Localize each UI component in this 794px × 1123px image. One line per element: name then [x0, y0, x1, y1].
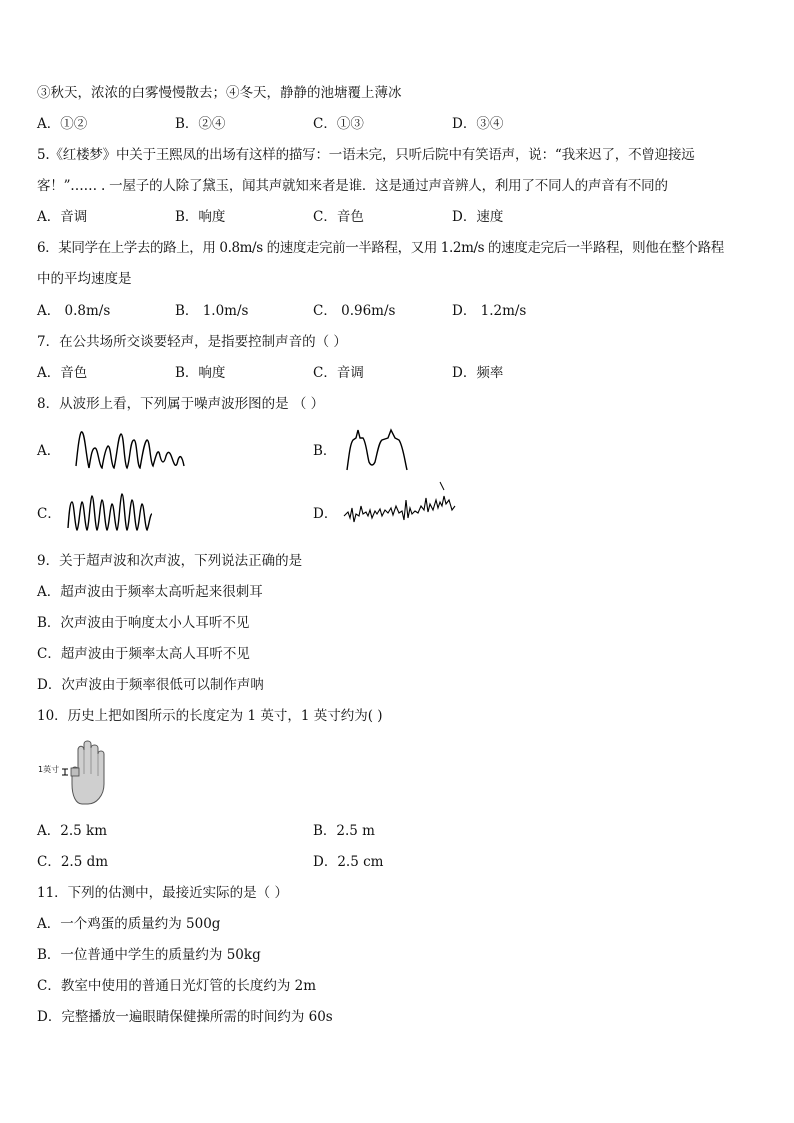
- q9-option-b: B．次声波由于响度太小人耳听不见: [37, 615, 250, 631]
- q8-stem: 8．从波形上看，下列属于噪声波形图的是 （ ）: [37, 396, 325, 412]
- q9-option-d: D．次声波由于频率很低可以制作声呐: [37, 677, 264, 693]
- q9-option-a: A．超声波由于频率太高听起来很刺耳: [37, 584, 263, 600]
- q7-option-d: D．频率: [452, 365, 504, 381]
- q6-stem-line2: 中的平均速度是: [37, 271, 132, 287]
- q11-option-a: A．一个鸡蛋的质量约为 500g: [37, 916, 221, 932]
- q4-stem-tail: ③秋天，浓浓的白雾慢慢散去；④冬天，静静的池塘覆上薄冰: [37, 85, 402, 101]
- q11-option-d: D．完整播放一遍眼睛保健操所需的时间约为 60s: [37, 1009, 333, 1025]
- q10-option-d: D．2.5 cm: [313, 854, 384, 870]
- q5-option-d: D．速度: [452, 209, 504, 225]
- q7-option-a: A．音色: [37, 365, 88, 381]
- q8-label-d: D．: [313, 506, 338, 522]
- q10-option-a: A．2.5 km: [37, 823, 107, 839]
- q5-stem-line2: 客！”…… . 一屋子的人除了黛玉，闻其声就知来者是谁．这是通过声音辨人，利用了不同人的声音有不同的: [37, 178, 668, 194]
- q10-option-b: B．2.5 m: [313, 823, 375, 839]
- q9-option-c: C．超声波由于频率太高人耳听不见: [37, 646, 250, 662]
- q11-stem: 11．下列的估测中，最接近实际的是（ ）: [37, 885, 288, 901]
- q8-label-b: B．: [313, 443, 337, 459]
- q7-option-c: C．音调: [313, 365, 364, 381]
- q5-option-a: A．音调: [37, 209, 88, 225]
- sound-wave-c-icon: [64, 488, 160, 536]
- sound-wave-b-icon: [343, 426, 423, 474]
- q6-option-d: D． 1.2m/s: [452, 303, 527, 319]
- noise-wave-d-icon: [340, 478, 462, 532]
- q5-option-b: B．响度: [175, 209, 226, 225]
- q6-option-b: B． 1.0m/s: [175, 303, 249, 319]
- q6-option-a: A． 0.8m/s: [37, 303, 111, 319]
- thumb-width-hand-figure: [38, 740, 110, 806]
- q4-option-d: D．③④: [452, 116, 504, 132]
- figure-label-1-inch: 1英寸: [38, 765, 60, 774]
- q10-stem: 10．历史上把如图所示的长度定为 1 英寸，1 英寸约为( ): [37, 708, 383, 724]
- q6-option-c: C． 0.96m/s: [313, 303, 396, 319]
- q4-option-a: A．①②: [37, 116, 88, 132]
- q6-stem-line1: 6．某同学在上学去的路上，用 0.8m/s 的速度走完前一半路程，又用 1.2m/s 的速度走完后一半路程，则他在整个路程: [37, 240, 724, 256]
- q10-option-c: C．2.5 dm: [37, 854, 109, 870]
- q5-stem-line1: 5.《红楼梦》中关于王熙凤的出场有这样的描写：一语未完，只听后院中有笑语声，说：“我来迟了，不曾迎接远: [37, 147, 695, 163]
- q8-label-c: C．: [37, 506, 61, 522]
- hand-icon: [60, 740, 110, 806]
- q11-option-c: C．教室中使用的普通日光灯管的长度约为 2m: [37, 978, 317, 994]
- q9-stem: 9．关于超声波和次声波，下列说法正确的是: [37, 553, 303, 569]
- sound-wave-a-icon: [72, 426, 190, 474]
- q11-option-b: B．一位普通中学生的质量约为 50kg: [37, 947, 261, 963]
- q5-option-c: C．音色: [313, 209, 364, 225]
- q4-option-b: B．②④: [175, 116, 226, 132]
- q8-label-a: A．: [37, 443, 61, 459]
- q4-option-c: C．①③: [313, 116, 364, 132]
- q7-option-b: B．响度: [175, 365, 226, 381]
- q7-stem: 7．在公共场所交谈要轻声，是指要控制声音的（ ）: [37, 334, 347, 350]
